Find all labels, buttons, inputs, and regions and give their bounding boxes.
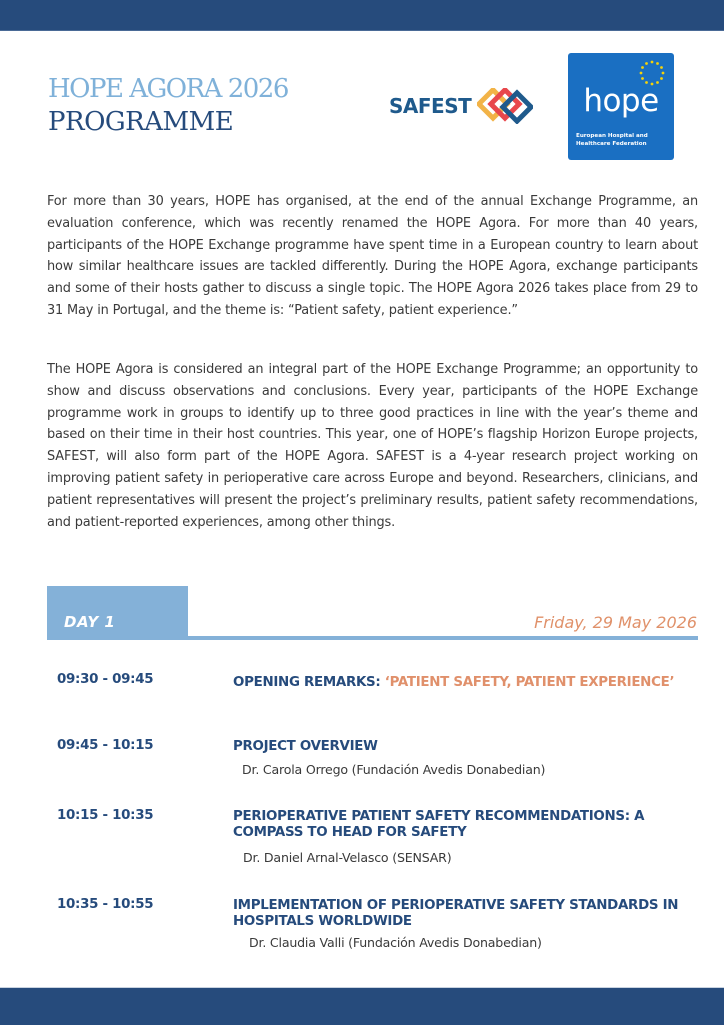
hope-subtitle-line2: Healthcare Federation: [576, 141, 647, 147]
intro-paragraph-2: The HOPE Agora is considered an integral part of the HOPE Exchange Programme; an opportunity to show and discuss observations and conclusions. Every year, participants of the HOPE Exchange programme work in groups to identify up to three good practices in line with the year’s theme and based on their time in their host countries. This year, one of HOPE’s flagship Horizon Europe projects, SAFEST, will also form part of the HOPE Agora. SAFEST is a 4-year research project working on improving patient safety in perioperative care across Europe and beyond. Researchers, clinicians, and patient representatives will present the project’s preliminary results, patient safety recommendations, and patient-reported experiences, among other things.: [47, 362, 698, 530]
session-title-accent: ‘PATIENT SAFETY, PATIENT EXPERIENCE’: [384, 675, 675, 690]
session-title: [233, 675, 703, 691]
session-time: 10:35 - 10:55: [57, 897, 154, 912]
hope-subtitle-line1: European Hospital and: [576, 133, 648, 139]
top-banner: [0, 0, 724, 31]
safest-logo: [389, 88, 533, 124]
event-title: HOPE AGORA 2026: [48, 74, 288, 104]
bottom-banner: [0, 987, 724, 1025]
safest-logo-text: SAFEST: [389, 94, 472, 118]
hope-logo-word: hope: [583, 83, 659, 119]
intro-paragraph-1: For more than 30 years, HOPE has organised, at the end of the annual Exchange Programme, an evaluation conference, which was recently renamed the HOPE Agora. For more than 40 years, participants of the HOPE Exchange programme have spent time in a European country to learn about how similar healthcare issues are tackled differently. During the HOPE Agora, exchange participants and some of their hosts gather to discuss a single topic. The HOPE Agora 2026 takes place from 29 to 31 May in Portugal, and the theme is: “Patient safety, patient experience.”: [47, 194, 698, 318]
session-title: IMPLEMENTATION OF PERIOPERATIVE SAFETY STANDARDS IN HOSPITALS WORLDWIDE: [233, 898, 679, 929]
session-title: PERIOPERATIVE PATIENT SAFETY RECOMMENDATIONS: A COMPASS TO HEAD FOR SAFETY: [233, 809, 645, 840]
session-speaker: Dr. Daniel Arnal-Velasco (SENSAR): [243, 850, 452, 865]
session-title: PROJECT OVERVIEW: [233, 739, 378, 754]
day-date: Friday, 29 May 2026: [534, 613, 697, 632]
session-speaker: Dr. Claudia Valli (Fundación Avedis Donabedian): [249, 935, 542, 950]
hope-logo: [568, 53, 674, 160]
safest-diamonds-icon: [477, 88, 533, 124]
session-title-main: OPENING REMARKS:: [233, 675, 385, 690]
hope-logo-subtitle: [576, 132, 671, 148]
session-speaker: Dr. Carola Orrego (Fundación Avedis Donabedian): [242, 762, 546, 777]
session-time: 10:15 - 10:35: [57, 808, 154, 823]
day-label: DAY 1: [64, 613, 116, 631]
day-header-divider: [188, 636, 698, 640]
session-time: 09:30 - 09:45: [57, 672, 154, 687]
programme-title: PROGRAMME: [48, 107, 234, 137]
session-time: 09:45 - 10:15: [57, 738, 154, 753]
day-header-box: [47, 586, 188, 640]
